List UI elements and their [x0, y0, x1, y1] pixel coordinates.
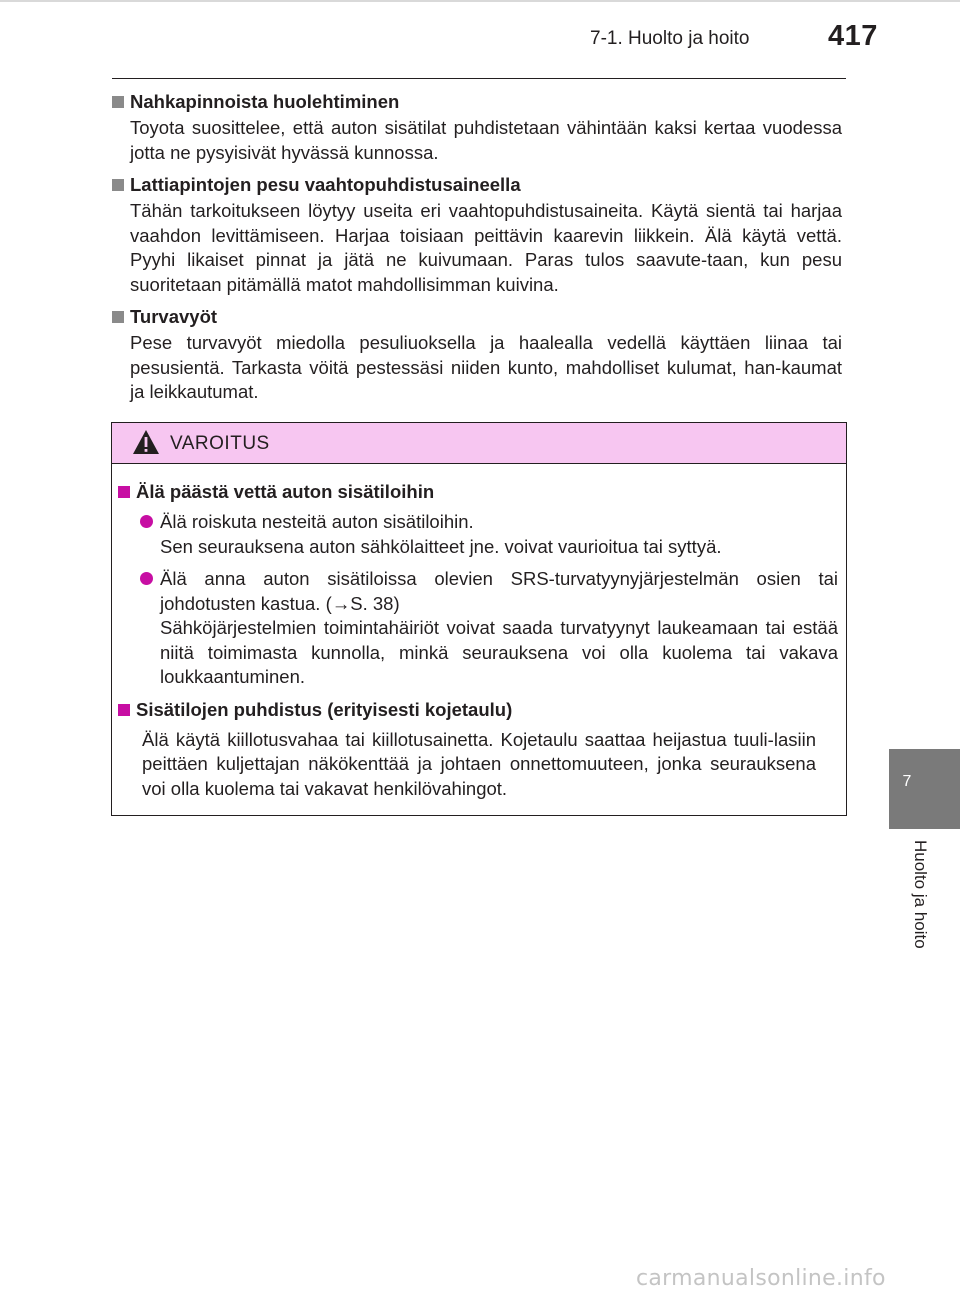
warning-item-heading-text: Älä päästä vettä auton sisätiloihin	[136, 481, 435, 502]
header-section-title: 7-1. Huolto ja hoito	[590, 28, 750, 49]
square-bullet-icon	[112, 96, 124, 108]
top-edge-line	[0, 0, 960, 2]
circle-bullet-icon	[140, 515, 153, 528]
square-bullet-icon	[112, 311, 124, 323]
section-heading	[112, 305, 842, 329]
warning-bullet	[140, 510, 838, 559]
circle-bullet-icon	[140, 572, 153, 585]
section-heading-text: Lattiapintojen pesu vaahtopuhdistusaineella	[130, 174, 521, 195]
section-body: Tähän tarkoitukseen löytyy useita eri vaahtopuhdistusaineita. Käytä sientä tai harjaa vaahdon levittämiseen. Harjaa toisiaan peittävin kaarevin liikkein. Älä käytä vettä. Pyyhi likaiset pinnat ja jätä ne kuivumaan. Paras tulos saavute-taan, kun pesu suoritetaan pitämällä matot mahdollisimman kuivina.	[130, 200, 842, 295]
warning-box	[111, 422, 847, 816]
warning-paragraph: Älä käytä kiillotusvahaa tai kiillotusainetta. Kojetaulu saattaa heijastua tuuli-lasiin peittäen kuljettajan näkökenttää ja johtaen onnettomuuteen, jonka seurauksena voi olla kuolema tai vakavat henkilövahingot.	[142, 728, 816, 799]
section-body: Toyota suosittelee, että auton sisätilat puhdistetaan vähintään kaksi kertaa vuodessa jotta ne pysyisivät hyvässä kunnossa.	[130, 117, 842, 163]
section-heading	[112, 173, 842, 197]
warning-item-heading	[118, 480, 838, 504]
chapter-tab	[889, 749, 960, 829]
section-seatbelts	[112, 305, 842, 405]
square-bullet-icon	[118, 486, 130, 498]
warning-bullet-text: Älä roiskuta nesteitä auton sisätiloihin. Sen seurauksena auton sähkölaitteet jne. voivat vaurioitua tai syttyä.	[160, 511, 722, 557]
watermark: carmanualsonline.info	[636, 1266, 886, 1291]
warning-body	[112, 464, 846, 801]
warning-item-heading	[118, 698, 838, 722]
chapter-label: Huolto ja hoito	[911, 840, 930, 949]
header-divider	[112, 78, 846, 79]
main-content	[112, 90, 842, 413]
warning-header	[112, 423, 846, 464]
page-number: 417	[828, 20, 878, 52]
chapter-number: 7	[902, 773, 912, 790]
square-bullet-icon	[112, 179, 124, 191]
section-leather-care	[112, 90, 842, 165]
section-heading	[112, 90, 842, 114]
warning-triangle-icon	[132, 429, 160, 460]
warning-item-heading-text: Sisätilojen puhdistus (erityisesti kojetaulu)	[136, 698, 513, 720]
warning-bullet-text: Älä anna auton sisätiloissa olevien SRS-turvatyynyjärjestelmän osien tai johdotusten kastua. (→S. 38) Sähköjärjestelmien toimintahäiriöt voivat saada turvatyynyt laukeamaan tai estää niitä toimimasta kunnolla, minkä seurauksena voi olla kuolema tai vakava loukkaantuminen.	[160, 568, 838, 687]
section-heading-text: Nahkapinnoista huolehtiminen	[130, 91, 400, 112]
section-floor-cleaning	[112, 173, 842, 297]
warning-bullet	[140, 567, 838, 690]
section-heading-text: Turvavyöt	[130, 306, 218, 327]
section-body: Pese turvavyöt miedolla pesuliuoksella ja haalealla vedellä käyttäen liinaa tai pesusientä. Tarkasta vöitä pestessäsi niiden kunto, mahdolliset kulumat, han-kaumat ja leikkautumat.	[130, 332, 842, 402]
square-bullet-icon	[118, 704, 130, 716]
warning-label: VAROITUS	[170, 433, 270, 454]
